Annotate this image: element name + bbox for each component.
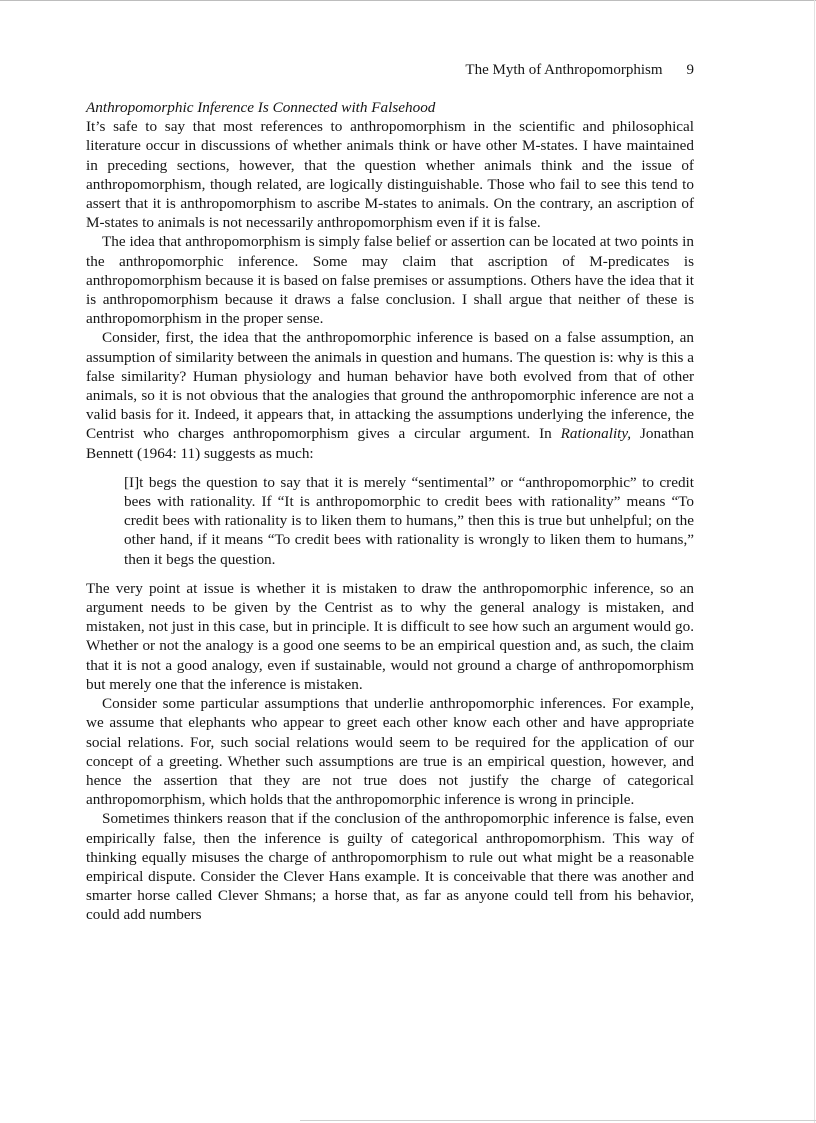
- paragraph-5: Consider some particular assumptions that underlie anthropomorphic inferences. For example, we assume that elephants who appear to greet each other know each other and have appropriate social relations. For, such social relations would seem to be required for the application of our concept of a greeting. Whether such assumptions are true is an empirical question, however, and hence the assertion that they are not true does not justify the charge of categorical anthropomorphism, which holds that the anthropomorphic inference is wrong in principle.: [86, 695, 694, 809]
- paragraph-2: The idea that anthropomorphism is simply false belief or assertion can be located at two points in the anthropomorphic inference. Some may claim that ascription of M-predicates is anthropomorphism because it is based on false premises or assumptions. Others have the idea that it is anthropomorphism because it draws a false conclusion. I shall argue that neither of these is anthropomorphism in the proper sense.: [86, 233, 694, 328]
- paragraph-3: [86, 328, 694, 462]
- page-number: 9: [686, 62, 694, 78]
- paragraph-1: It’s safe to say that most references to anthropomorphism in the scientific and philosophical literature occur in discussions of whether animals think or have other M-states. I have maintained in preceding sections, however, that the question whether animals think and the issue of anthropomorphism, though related, are logically distinguishable. Those who fail to see this tend to assert that it is anthropomorphism to ascribe M-states to animals. On the contrary, an ascription of M-states to animals is not necessarily anthropomorphism even if it is false.: [86, 118, 694, 232]
- block-quote: [I]t begs the question to say that it is merely “sentimental” or “anthropomorphic” to credit bees with rationality. If “It is anthropomorphic to credit bees with rationality” means “To credit bees with rationality is to liken them to humans,” then this is true but unhelpful; on the other hand, if it means “To credit bees with rationality is wrongly to liken them to humans,” then it begs the question.: [124, 473, 694, 568]
- running-title: The Myth of Anthropomorphism: [465, 62, 663, 78]
- page-body: [86, 98, 694, 925]
- running-header: [86, 60, 694, 80]
- paragraph-3-text-b: Jonathan Bennett (1964: 11) suggests as much:: [86, 425, 694, 462]
- page-bottom-edge: [300, 1120, 816, 1121]
- paragraph-4: The very point at issue is whether it is mistaken to draw the anthropomorphic inference, so an argument needs to be given by the Centrist as to why the general analogy is mistaken, and mistaken, not just in this case, but in principle. It is difficult to see how such an argument would go. Whether or not the analogy is a good one seems to be an empirical question and, as such, the claim that it is not a good analogy, even if sustainable, would not ground a charge of anthropomorphism but merely one that the inference is mistaken.: [86, 579, 694, 693]
- paragraph-3-text-a: Consider, first, the idea that the anthropomorphic inference is based on a false assumption, an assumption of similarity between the animals in question and humans. The question is: why is this a false similarity? Human physiology and human behavior have both evolved from that of other animals, so it is not obvious that the analogies that ground the anthropomorphic inference are not a valid basis for it. Indeed, it appears that, in attacking the assumptions underlying the inference, the Centrist who charges anthropomorphism gives a circular argument. In: [86, 329, 694, 443]
- book-title-rationality: Rationality,: [560, 425, 632, 443]
- page-right-edge: [814, 0, 815, 1123]
- section-heading: Anthropomorphic Inference Is Connected with Falsehood: [86, 99, 436, 116]
- paragraph-6: Sometimes thinkers reason that if the conclusion of the anthropomorphic inference is false, even empirically false, then the inference is guilty of categorical anthropomorphism. This way of thinking equally misuses the charge of anthropomorphism to rule out what might be a reasonable empirical dispute. Consider the Clever Hans example. It is conceivable that there was another and smarter horse called Clever Shmans; a horse that, as far as anyone could tell from his behavior, could add numbers: [86, 810, 694, 924]
- page-top-edge: [0, 0, 816, 1]
